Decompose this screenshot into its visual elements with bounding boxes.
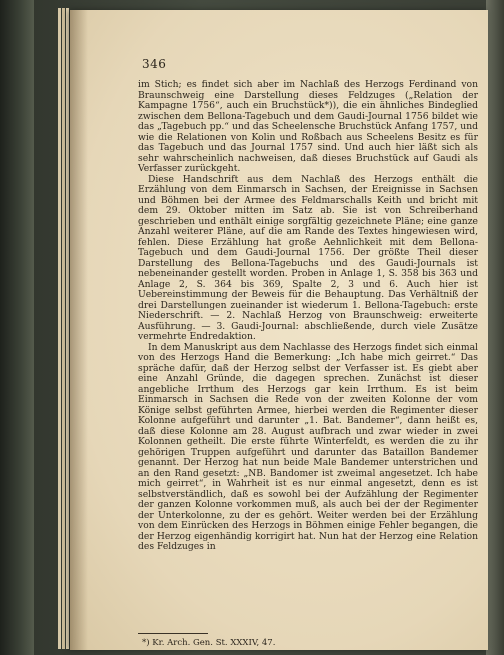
footnote: *) Kr. Arch. Gen. St. XXXIV, 47. xyxy=(142,638,276,648)
book-page xyxy=(70,10,488,650)
paragraph-2: Diese Handschrift aus dem Nachlaß des Herzogs enthält die Erzählung von dem Einmarsch in Sachsen, der Ereignisse in Sachsen und Böhmen bei der Armee des Feldmarschalls Keith und bricht mit dem 29. Oktober mitten im Satz ab. Sie ist von Schreiberhand geschrieben und enthält einige sorgfältig gezeichnete Pläne; eine ganze Anzahl weiterer Pläne, auf die am Rande des Textes hingewiesen wird, fehlen. Diese Erzählung hat große Aehnlichkeit mit dem Bellona-Tagebuch und dem Gaudi-Journal 1756. Der größte Theil dieser Darstellung des Bellona-Tagebuchs und des Gaudi-Journals ist nebeneinander gestellt worden. Proben in Anlage 1, S. 358 bis 363 und Anlage 2, S. 364 bis 369, Spalte 2, 3 und 6. Auch hier ist Uebereinstimmung der Beweis für die Behauptung. Das Verhältniß der drei Darstellungen zueinander ist wiederum 1. Bellona-Tagebuch: erste Niederschrift. — 2. Nachlaß Herzog von Braunschweig: erweiterte Ausführung. — 3. Gaudi-Journal: abschließende, durch viele Zusätze vermehrte Endredaktion. xyxy=(138,173,478,342)
paragraph-1: im Stich; es findet sich aber im Nachlaß des Herzogs Ferdinand von Braunschweig eine Darstellung dieses Feldzuges („Relation der Kampagne 1756“, auch ein Bruchstück*)), die ein ähnliches Bindeglied zwischen dem Bellona-Tagebuch und dem Gaudi-Journal 1756 bildet wie das „Tagebuch pp.“ und das Scheelensche Bruchstück Anfang 1757, und wie die Relationen von Kolin und Roßbach aus Scheelens Besitz es für das Tagebuch und das Journal 1757 sind. Und auch hier läßt sich als sehr wahrscheinlich nachweisen, daß dieses Bruchstück auf Gaudi als Verfasser zurückgeht. xyxy=(138,79,478,174)
paragraph-3: In dem Manuskript aus dem Nachlasse des Herzogs findet sich einmal von des Herzogs Hand die Bemerkung: „Ich habe mich geirret.“ Das spräche dafür, daß der Herzog selbst der Verfasser ist. Es giebt aber eine Anzahl Gründe, die dagegen sprechen. Zunächst ist dieser angebliche Irrthum des Herzogs gar kein Irrthum. Es ist beim Einmarsch in Sachsen die Rede von der zweiten Kolonne der vom Könige selbst geführten Armee, hierbei werden die Regimenter dieser Kolonne aufgeführt und darunter „1. Bat. Bandemer“, dann heißt es, daß diese Kolonne am 28. August aufbrach und zwar wieder in zwei Kolonnen getheilt. Die erste führte Winterfeldt, es werden die zu ihr gehörigen Truppen aufgeführt und darunter das Bataillon Bandemer genannt. Der Herzog hat nun beide Male Bandemer unterstrichen und an den Rand gesetzt: „NB. Bandomer ist zweimal angesetzet. Ich habe mich geirret“, in Wahrheit ist es nur einmal angesetzt, denn es ist selbstverständlich, daß es sowohl bei der Aufzählung der Regimenter der ganzen Kolonne vorkommen muß, als auch bei der der Regimenter der Unterkolonne, zu der es gehört. Weiter werden bei der Erzählung von dem Einrücken des Herzogs in Böhmen einige Fehler begangen, die der Herzog eigenhändig korrigirt hat. Nun hat der Herzog eine Relation des Feldzuges in xyxy=(138,341,478,552)
book-cover-right xyxy=(486,0,504,655)
page-gutter-shadow xyxy=(70,10,88,650)
footnote-rule xyxy=(138,633,208,634)
book-cover-left xyxy=(0,0,34,655)
page-edge xyxy=(66,8,69,649)
page-edge xyxy=(58,8,61,649)
body-text xyxy=(138,80,478,553)
page-edge xyxy=(62,8,65,649)
page-number: 346 xyxy=(142,57,167,71)
